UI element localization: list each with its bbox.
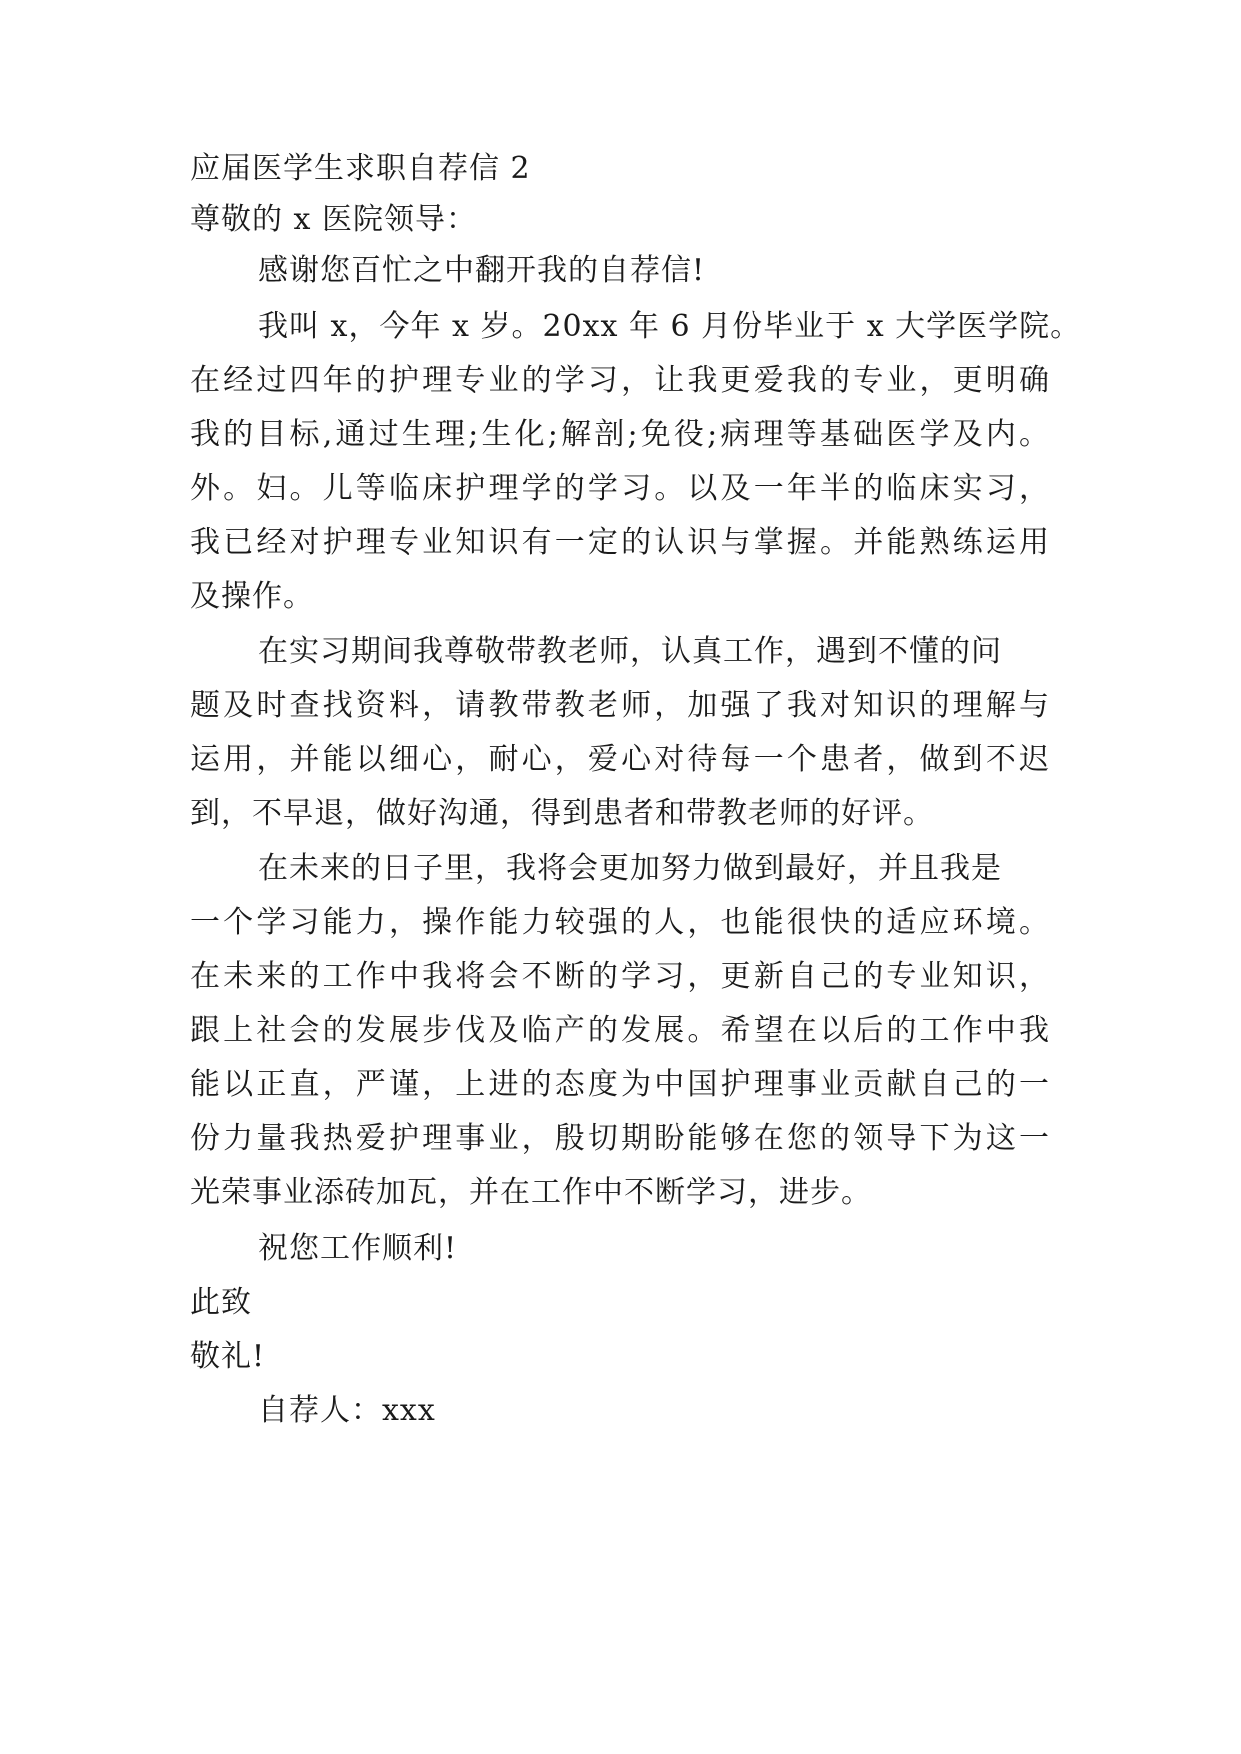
body-line: 我的目标,通过生理;生化;解剖;免役;病理等基础医学及内。 xyxy=(190,417,1050,452)
body-line: 到，不早退，做好沟通，得到患者和带教老师的好评。 xyxy=(190,796,934,831)
closing-phrase: 此致 xyxy=(190,1285,252,1320)
body-line: 在经过四年的护理专业的学习，让我更爱我的专业，更明确 xyxy=(190,363,1050,398)
body-line: 运用，并能以细心，耐心，爱心对待每一个患者，做到不迟 xyxy=(190,742,1050,777)
body-line: 一个学习能力，操作能力较强的人，也能很快的适应环境。 xyxy=(190,905,1050,940)
body-line: 在未来的工作中我将会不断的学习，更新自己的专业知识， xyxy=(190,959,1050,994)
closing-regards: 敬礼! xyxy=(190,1339,266,1374)
body-line: 光荣事业添砖加瓦，并在工作中不断学习，进步。 xyxy=(190,1175,872,1210)
opening-line: 感谢您百忙之中翻开我的自荐信! xyxy=(258,253,706,288)
body-line: 我叫 x，今年 x 岁。20xx 年 6 月份毕业于 x 大学医学院。 xyxy=(258,309,1082,344)
body-line: 能以正直，严谨，上进的态度为中国护理事业贡献自己的一 xyxy=(190,1067,1050,1102)
body-line: 题及时查找资料，请教带教老师，加强了我对知识的理解与 xyxy=(190,688,1050,723)
body-line: 在未来的日子里，我将会更加努力做到最好，并且我是 xyxy=(258,851,1002,886)
body-line: 在实习期间我尊敬带教老师，认真工作，遇到不懂的问 xyxy=(258,634,1002,669)
closing-wish: 祝您工作顺利! xyxy=(258,1231,458,1266)
body-line: 我已经对护理专业知识有一定的认识与掌握。并能熟练运用 xyxy=(190,525,1050,560)
body-line: 外。妇。儿等临床护理学的学习。以及一年半的临床实习， xyxy=(190,471,1050,506)
letter-title: 应届医学生求职自荐信 2 xyxy=(190,151,531,186)
signature: 自荐人：xxx xyxy=(258,1393,436,1428)
body-line: 及操作。 xyxy=(190,579,314,614)
salutation: 尊敬的 x 医院领导： xyxy=(190,202,477,237)
body-line: 跟上社会的发展步伐及临产的发展。希望在以后的工作中我 xyxy=(190,1013,1050,1048)
body-line: 份力量我热爱护理事业，殷切期盼能够在您的领导下为这一 xyxy=(190,1121,1050,1156)
